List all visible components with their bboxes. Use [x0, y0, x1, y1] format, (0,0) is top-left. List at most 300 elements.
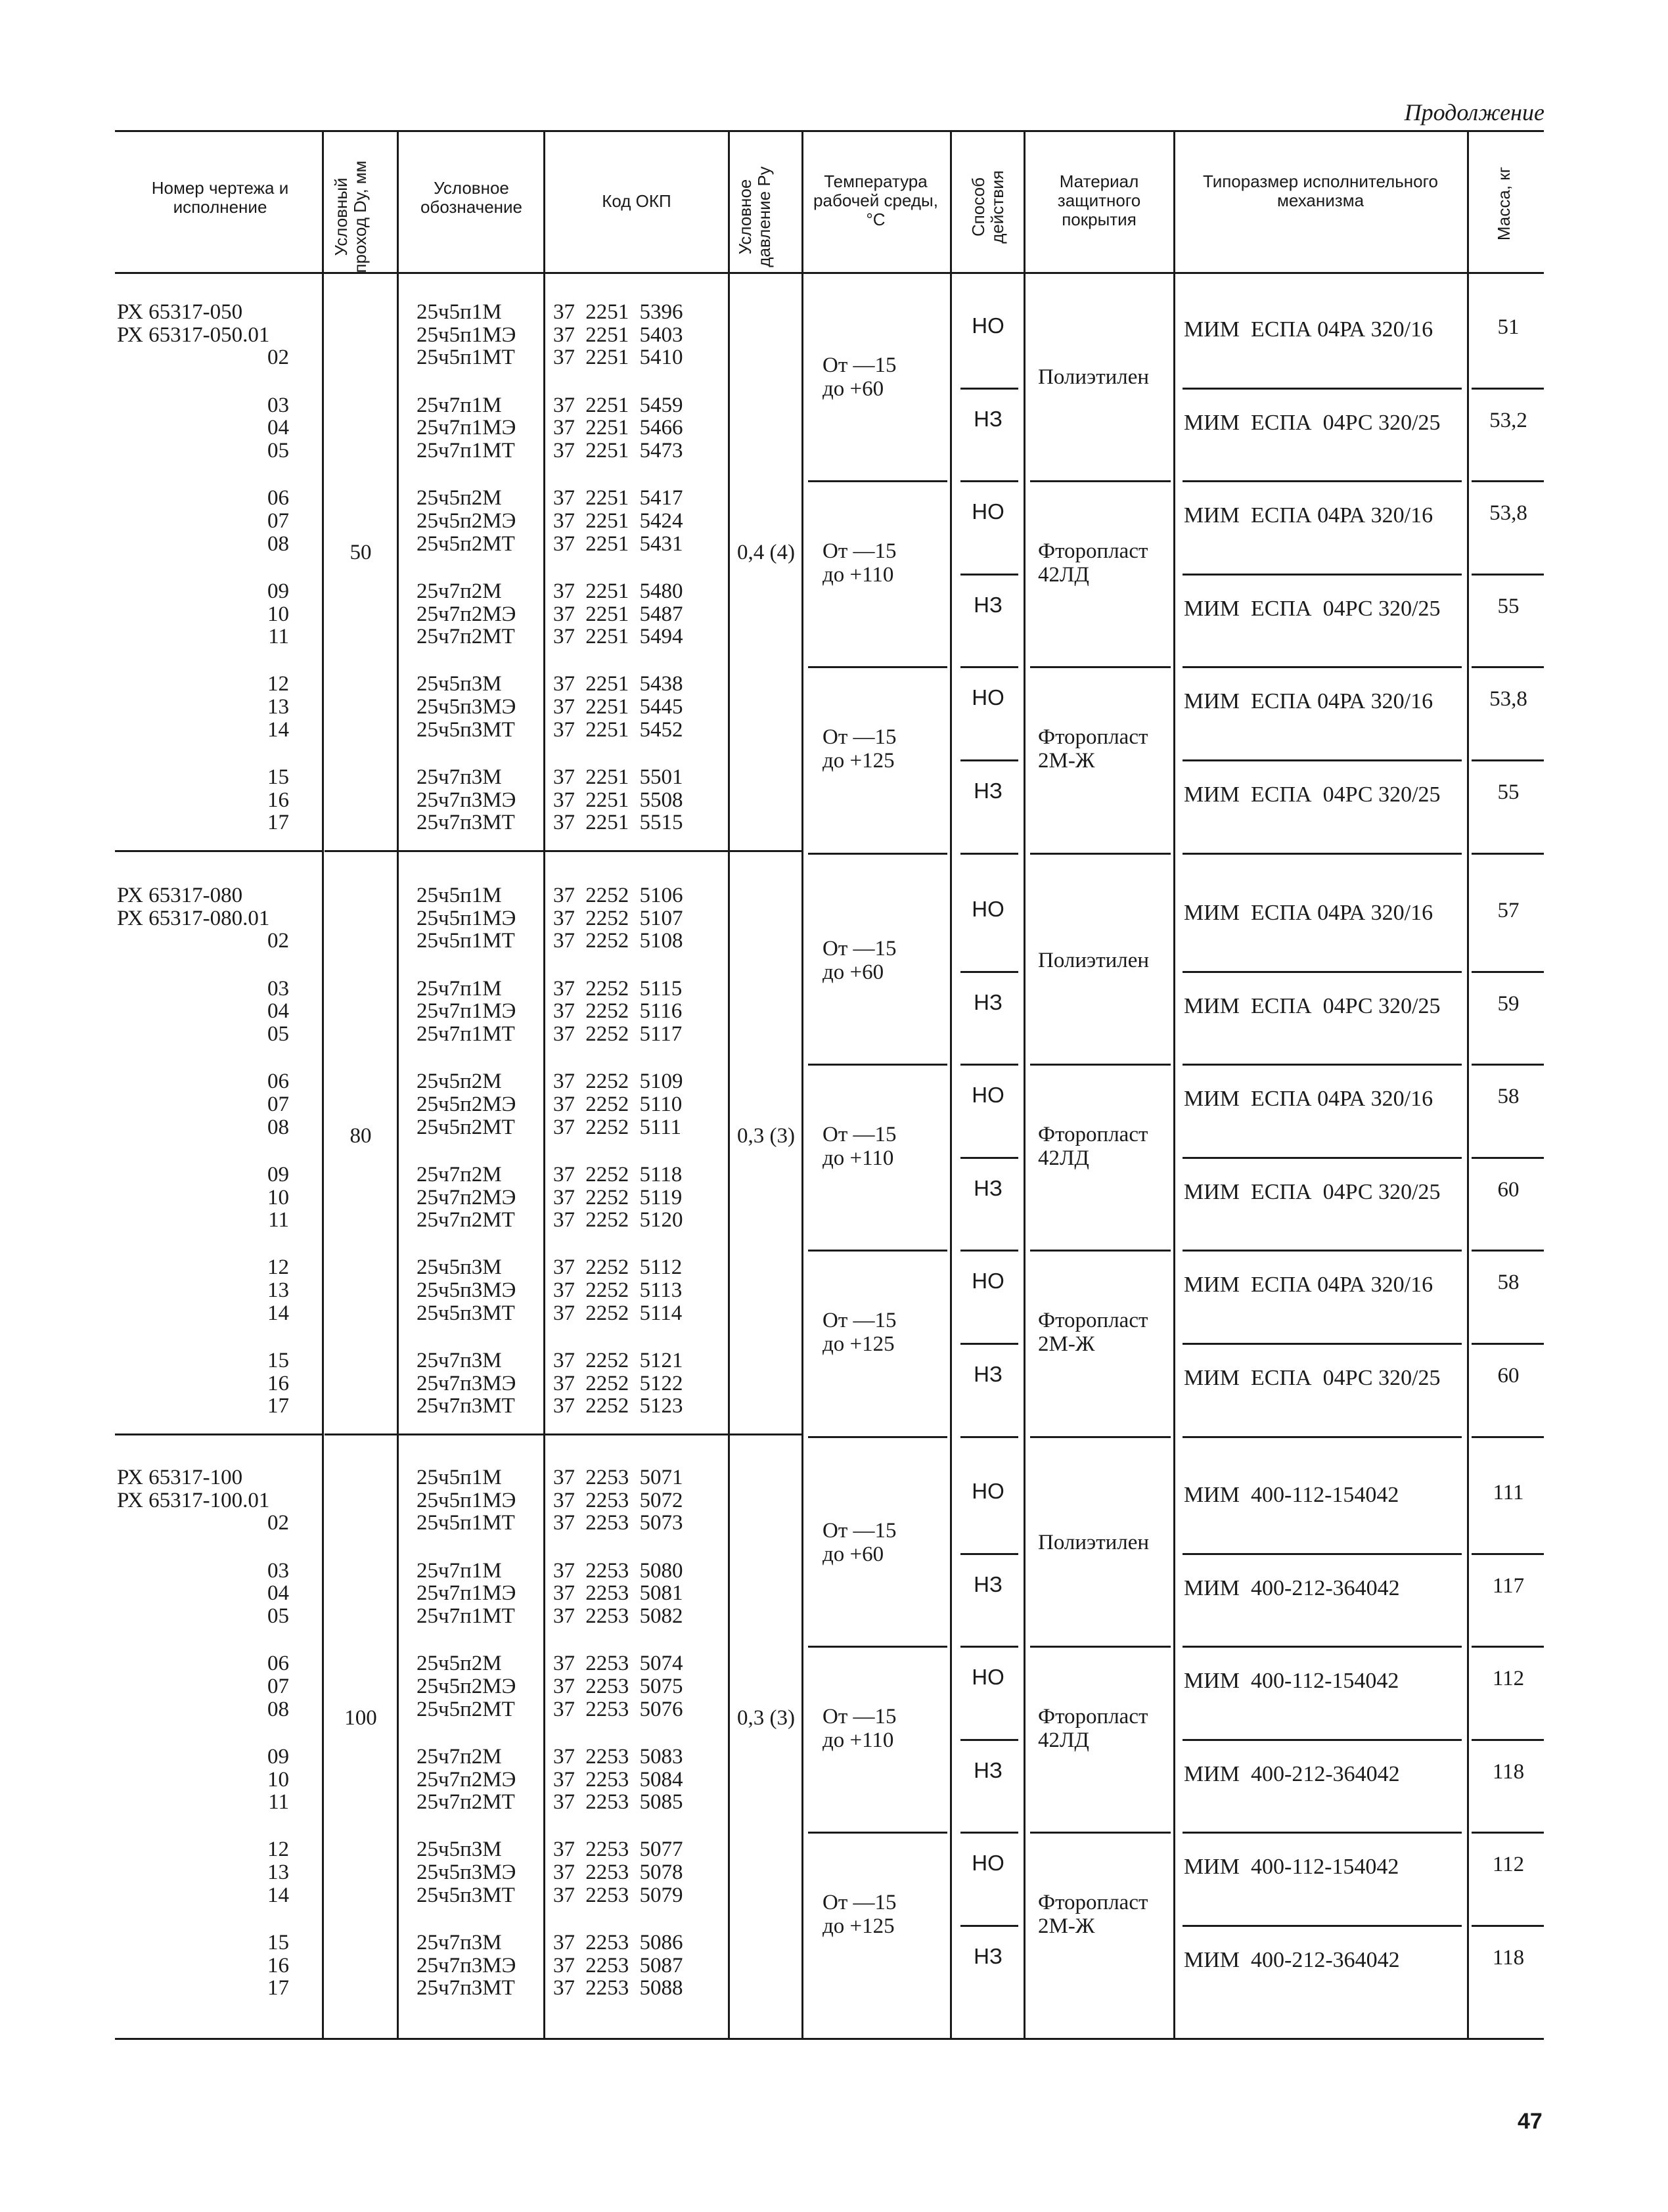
drawing-number: 06	[267, 1070, 289, 1094]
action-separator	[960, 666, 1018, 668]
drawing-number: 10	[267, 602, 289, 626]
mass-value: 111	[1493, 1481, 1524, 1504]
okp-code: 37 2252 5114	[553, 1301, 683, 1325]
section-separator-okp	[545, 850, 728, 852]
action-type: НО	[972, 1269, 1004, 1294]
drawing-number: 15	[267, 1349, 289, 1372]
drawing-number: РХ 65317-050	[117, 300, 243, 324]
mass-value: 118	[1492, 1759, 1525, 1784]
mass-value: 60	[1497, 1364, 1520, 1388]
actuator-separator	[1183, 853, 1462, 855]
actuator-model: МИМ ЕСПА 04РС 320/25	[1184, 1179, 1441, 1204]
designation: 25ч7п2МТ	[417, 625, 515, 649]
actuator-separator	[1183, 1436, 1462, 1438]
okp-code: 37 2251 5431	[553, 531, 683, 556]
drawing-number: 16	[267, 788, 289, 812]
material-separator	[1030, 1436, 1171, 1438]
drawing-number: 13	[267, 695, 289, 719]
actuator-model: МИМ ЕСПА 04РА 320/16	[1184, 317, 1433, 342]
header-temperature: Температура рабочей среды, °С	[813, 171, 938, 229]
section-separator-dn	[325, 1433, 397, 1435]
drawing-number: 09	[267, 1162, 289, 1186]
action-type: НЗ	[974, 779, 1003, 803]
action-separator	[960, 759, 1018, 761]
designation: 25ч5п3МЭ	[417, 695, 516, 719]
okp-code: 37 2251 5438	[553, 672, 683, 696]
section-separator-okp	[545, 1433, 728, 1435]
designation: 25ч5п1МТ	[417, 346, 515, 370]
mass-separator	[1472, 1064, 1544, 1066]
header-designation: Условное обозначение	[420, 178, 523, 217]
temperature-range: От —15 до +125	[823, 1309, 897, 1357]
okp-code: 37 2252 5118	[553, 1162, 683, 1186]
page-number: 47	[1518, 2109, 1543, 2134]
drawing-number: 14	[267, 717, 289, 742]
temperature-separator	[808, 1646, 947, 1648]
actuator-model: МИМ ЕСПА 04РС 320/25	[1184, 782, 1441, 807]
okp-code: 37 2252 5122	[553, 1371, 683, 1395]
temperature-separator	[808, 1250, 947, 1252]
designation: 25ч5п2МТ	[417, 531, 515, 556]
temperature-separator	[808, 1832, 947, 1834]
actuator-separator	[1183, 574, 1462, 576]
designation: 25ч7п3М	[417, 765, 502, 789]
designation: 25ч5п2М	[417, 1652, 502, 1676]
temperature-separator	[808, 1064, 947, 1066]
mass-separator	[1472, 388, 1544, 390]
designation: 25ч7п1МТ	[417, 1022, 515, 1046]
drawing-number: 06	[267, 486, 289, 510]
drawing-number: 12	[267, 672, 289, 696]
designation: 25ч5п2МЭ	[417, 1092, 516, 1116]
header-bottom-rule	[115, 272, 1544, 274]
designation: 25ч7п3М	[417, 1931, 502, 1954]
okp-code: 37 2252 5107	[553, 906, 683, 930]
section-separator-designation	[399, 850, 543, 852]
drawing-number: 14	[267, 1301, 289, 1325]
drawing-number: 09	[267, 579, 289, 603]
okp-code: 37 2253 5088	[553, 1976, 683, 2000]
actuator-model: МИМ ЕСПА 04РС 320/25	[1184, 1366, 1441, 1390]
okp-code: 37 2252 5109	[553, 1070, 683, 1094]
action-separator	[960, 1064, 1018, 1066]
actuator-separator	[1183, 1343, 1462, 1345]
mass-separator	[1472, 1832, 1544, 1834]
designation: 25ч5п1М	[417, 1466, 502, 1489]
okp-code: 37 2251 5445	[553, 695, 683, 719]
actuator-model: МИМ 400-212-364042	[1184, 1761, 1400, 1786]
action-type: НО	[972, 1851, 1004, 1876]
drawing-number: 17	[267, 1394, 289, 1418]
action-separator	[960, 1250, 1018, 1252]
material-separator	[1030, 666, 1171, 668]
designation: 25ч5п2МТ	[417, 1115, 515, 1139]
action-type: НЗ	[974, 592, 1003, 617]
coating-material: Фторопласт 42ЛД	[1038, 539, 1148, 587]
mass-value: 55	[1497, 594, 1520, 618]
mass-value: 53,8	[1489, 687, 1527, 711]
designation: 25ч7п3МЭ	[417, 1953, 516, 1977]
drawing-number: 10	[267, 1185, 289, 1209]
section-separator-dn	[325, 850, 397, 852]
designation: 25ч5п3М	[417, 1838, 502, 1862]
material-separator	[1030, 1064, 1171, 1066]
okp-code: 37 2251 5452	[553, 717, 683, 742]
mass-separator	[1472, 853, 1544, 855]
table-top-rule	[115, 130, 1544, 132]
header-drawing: Номер чертежа и исполнение	[151, 178, 289, 217]
designation: 25ч7п1М	[417, 393, 502, 417]
okp-code: 37 2252 5111	[553, 1115, 682, 1139]
okp-code: 37 2252 5117	[553, 1022, 683, 1046]
actuator-model: МИМ ЕСПА 04РА 320/16	[1184, 901, 1433, 925]
temperature-range: От —15 до +110	[823, 539, 897, 587]
designation: 25ч7п1МТ	[417, 439, 515, 463]
header-dn: Условный проход Dу, мм	[331, 160, 370, 273]
okp-code: 37 2251 5403	[553, 323, 683, 347]
action-type: НО	[972, 1083, 1004, 1108]
okp-code: 37 2252 5113	[553, 1278, 683, 1303]
mass-value: 57	[1497, 899, 1520, 922]
okp-code: 37 2251 5396	[553, 300, 683, 324]
nominal-diameter: 50	[349, 540, 372, 564]
section-separator-pressure	[730, 850, 801, 852]
actuator-separator	[1183, 971, 1462, 973]
drawing-number: 10	[267, 1767, 289, 1792]
action-separator	[960, 480, 1018, 482]
okp-code: 37 2253 5077	[553, 1838, 683, 1862]
nominal-pressure: 0,3 (3)	[737, 1123, 795, 1148]
table-bottom-rule	[115, 2038, 1544, 2040]
action-type: НЗ	[974, 1571, 1003, 1596]
drawing-number: РХ 65317-080	[117, 884, 243, 907]
designation: 25ч5п3МТ	[417, 1301, 515, 1325]
action-separator	[960, 1343, 1018, 1345]
okp-code: 37 2252 5120	[553, 1208, 683, 1232]
mass-separator	[1472, 1343, 1544, 1345]
designation: 25ч7п2М	[417, 1744, 502, 1769]
mass-separator	[1472, 759, 1544, 761]
actuator-separator	[1183, 480, 1462, 482]
designation: 25ч5п1М	[417, 300, 502, 324]
okp-code: 37 2251 5501	[553, 765, 683, 789]
col-rule-2	[397, 130, 399, 2038]
okp-code: 37 2253 5081	[553, 1581, 683, 1606]
actuator-separator	[1183, 1739, 1462, 1741]
temperature-separator	[808, 666, 947, 668]
drawing-number: 08	[267, 1115, 289, 1139]
designation: 25ч7п2МЭ	[417, 1767, 516, 1792]
coating-material: Фторопласт 42ЛД	[1038, 1123, 1148, 1171]
action-separator	[960, 1436, 1018, 1438]
drawing-number: 05	[267, 1022, 289, 1046]
drawing-number: 07	[267, 1674, 289, 1698]
drawing-number: 12	[267, 1838, 289, 1862]
designation: 25ч7п2М	[417, 1162, 502, 1186]
action-type: НЗ	[974, 406, 1003, 431]
material-separator	[1030, 480, 1171, 482]
temperature-range: От —15 до +60	[823, 1519, 897, 1566]
coating-material: Фторопласт 42ЛД	[1038, 1705, 1148, 1753]
designation: 25ч5п1МТ	[417, 929, 515, 953]
mass-separator	[1472, 1925, 1544, 1927]
action-type: НО	[972, 1479, 1004, 1503]
drawing-number: РХ 65317-100.01	[117, 1488, 270, 1512]
header-mass: Масса, кг	[1494, 166, 1514, 241]
actuator-separator	[1183, 1553, 1462, 1555]
temperature-range: От —15 до +60	[823, 353, 897, 401]
mass-value: 51	[1497, 315, 1520, 339]
designation: 25ч5п1МТ	[417, 1511, 515, 1535]
drawing-number: 04	[267, 1581, 289, 1606]
designation: 25ч7п2М	[417, 579, 502, 603]
okp-code: 37 2251 5480	[553, 579, 683, 603]
action-separator	[960, 1553, 1018, 1555]
drawing-number: 11	[268, 1208, 289, 1232]
actuator-separator	[1183, 1925, 1462, 1927]
drawing-number: 15	[267, 765, 289, 789]
temperature-range: От —15 до +60	[823, 937, 897, 984]
okp-code: 37 2253 5078	[553, 1861, 683, 1885]
okp-code: 37 2253 5072	[553, 1488, 683, 1512]
header-okp: Код ОКП	[602, 191, 671, 211]
header-action: Способ действия	[968, 170, 1007, 244]
okp-code: 37 2251 5515	[553, 811, 683, 835]
drawing-number: 09	[267, 1744, 289, 1769]
okp-code: 37 2251 5417	[553, 486, 683, 510]
coating-material: Полиэтилен	[1038, 365, 1150, 389]
okp-code: 37 2253 5087	[553, 1953, 683, 1977]
drawing-number: РХ 65317-050.01	[117, 323, 270, 347]
temperature-separator	[808, 1436, 947, 1438]
drawing-number: 12	[267, 1255, 289, 1280]
action-type: НЗ	[974, 989, 1003, 1014]
okp-code: 37 2253 5083	[553, 1744, 683, 1769]
action-type: НЗ	[974, 1362, 1003, 1386]
okp-code: 37 2252 5106	[553, 884, 683, 907]
mass-value: 55	[1497, 780, 1520, 804]
section-separator-left	[115, 850, 322, 852]
actuator-model: МИМ 400-212-364042	[1184, 1575, 1400, 1600]
actuator-model: МИМ ЕСПА 04РА 320/16	[1184, 503, 1433, 528]
designation: 25ч7п1МЭ	[417, 1581, 516, 1606]
action-type: НО	[972, 313, 1004, 338]
okp-code: 37 2252 5116	[553, 999, 683, 1024]
nominal-pressure: 0,4 (4)	[737, 540, 795, 564]
action-separator	[960, 388, 1018, 390]
mass-separator	[1472, 971, 1544, 973]
okp-code: 37 2252 5121	[553, 1349, 683, 1372]
mass-separator	[1472, 574, 1544, 576]
action-type: НО	[972, 1665, 1004, 1690]
drawing-number: 04	[267, 999, 289, 1024]
drawing-number: 03	[267, 976, 289, 1001]
mass-separator	[1472, 1250, 1544, 1252]
actuator-model: МИМ ЕСПА 04РА 320/16	[1184, 1087, 1433, 1112]
actuator-model: МИМ ЕСПА 04РА 320/16	[1184, 689, 1433, 714]
designation: 25ч5п3МЭ	[417, 1861, 516, 1885]
drawing-number: 02	[267, 346, 289, 370]
header-pressure: Условное давление Pу	[735, 166, 774, 267]
header-actuator: Типоразмер исполнительного механизма	[1202, 171, 1439, 210]
actuator-separator	[1183, 1832, 1462, 1834]
actuator-separator	[1183, 1646, 1462, 1648]
designation: 25ч5п3МЭ	[417, 1278, 516, 1303]
action-separator	[960, 971, 1018, 973]
col-rule-1	[322, 130, 324, 2038]
nominal-diameter: 100	[344, 1705, 377, 1730]
mass-separator	[1472, 1739, 1544, 1741]
temperature-separator	[808, 853, 947, 855]
material-separator	[1030, 1646, 1171, 1648]
action-separator	[960, 853, 1018, 855]
col-rule-4	[728, 130, 730, 2038]
okp-code: 37 2252 5110	[553, 1092, 683, 1116]
designation: 25ч7п3М	[417, 1349, 502, 1372]
action-separator	[960, 574, 1018, 576]
okp-code: 37 2253 5073	[553, 1511, 683, 1535]
mass-separator	[1472, 1646, 1544, 1648]
mass-value: 117	[1492, 1573, 1525, 1598]
mass-value: 59	[1497, 991, 1520, 1016]
drawing-number: 05	[267, 1604, 289, 1628]
continuation-label: Продолжение	[1404, 99, 1544, 125]
mass-value: 118	[1492, 1946, 1525, 1970]
okp-code: 37 2251 5487	[553, 602, 683, 626]
actuator-model: МИМ ЕСПА 04РС 320/25	[1184, 410, 1441, 435]
drawing-number: 07	[267, 1092, 289, 1116]
mass-separator	[1472, 666, 1544, 668]
action-separator	[960, 1925, 1018, 1927]
okp-code: 37 2253 5085	[553, 1790, 683, 1815]
drawing-number: 14	[267, 1883, 289, 1907]
action-type: НЗ	[974, 1757, 1003, 1782]
okp-code: 37 2252 5112	[553, 1255, 683, 1280]
mass-separator	[1472, 480, 1544, 482]
drawing-number: 13	[267, 1861, 289, 1885]
material-separator	[1030, 1250, 1171, 1252]
action-type: НО	[972, 499, 1004, 524]
drawing-number: 04	[267, 416, 289, 440]
action-separator	[960, 1157, 1018, 1159]
designation: 25ч5п3М	[417, 672, 502, 696]
action-separator	[960, 1739, 1018, 1741]
coating-material: Фторопласт 2М-Ж	[1038, 725, 1148, 773]
action-type: НО	[972, 897, 1004, 921]
mass-separator	[1472, 1553, 1544, 1555]
mass-value: 112	[1492, 1667, 1525, 1691]
drawing-number: 15	[267, 1931, 289, 1954]
mass-value: 53,8	[1489, 501, 1527, 526]
drawing-number: РХ 65317-100	[117, 1466, 243, 1489]
drawing-number: 03	[267, 1558, 289, 1583]
okp-code: 37 2251 5410	[553, 346, 683, 370]
section-separator-designation	[399, 1433, 543, 1435]
designation: 25ч7п1МТ	[417, 1604, 515, 1628]
action-type: НЗ	[974, 1944, 1003, 1968]
designation: 25ч5п3М	[417, 1255, 502, 1280]
okp-code: 37 2253 5079	[553, 1883, 683, 1907]
mass-value: 112	[1492, 1853, 1525, 1877]
okp-code: 37 2251 5424	[553, 508, 683, 533]
section-separator-pressure	[730, 1433, 801, 1435]
drawing-number: 11	[268, 1790, 289, 1815]
designation: 25ч7п1М	[417, 976, 502, 1001]
temperature-range: От —15 до +125	[823, 725, 897, 773]
okp-code: 37 2253 5084	[553, 1767, 683, 1792]
designation: 25ч7п2МТ	[417, 1790, 515, 1815]
drawing-number: 11	[268, 625, 289, 649]
mass-value: 58	[1497, 1085, 1520, 1109]
mass-separator	[1472, 1436, 1544, 1438]
okp-code: 37 2253 5075	[553, 1674, 683, 1698]
drawing-number: 03	[267, 393, 289, 417]
drawing-number: 16	[267, 1953, 289, 1977]
actuator-separator	[1183, 1064, 1462, 1066]
coating-material: Фторопласт 2М-Ж	[1038, 1309, 1148, 1357]
nominal-pressure: 0,3 (3)	[737, 1705, 795, 1730]
designation: 25ч5п1МЭ	[417, 906, 516, 930]
col-rule-5	[801, 130, 803, 2038]
drawing-number: 08	[267, 1697, 289, 1721]
okp-code: 37 2253 5086	[553, 1931, 683, 1954]
designation: 25ч5п2М	[417, 486, 502, 510]
actuator-separator	[1183, 666, 1462, 668]
col-rule-3	[543, 130, 545, 2038]
actuator-separator	[1183, 1157, 1462, 1159]
okp-code: 37 2251 5473	[553, 439, 683, 463]
col-rule-8	[1173, 130, 1175, 2038]
actuator-model: МИМ 400-112-154042	[1184, 1855, 1399, 1880]
material-separator	[1030, 1832, 1171, 1834]
material-separator	[1030, 853, 1171, 855]
okp-code: 37 2252 5119	[553, 1185, 683, 1209]
action-type: НЗ	[974, 1175, 1003, 1200]
okp-code: 37 2253 5074	[553, 1652, 683, 1676]
coating-material: Фторопласт 2М-Ж	[1038, 1891, 1148, 1939]
designation: 25ч7п2МЭ	[417, 602, 516, 626]
drawing-number: 02	[267, 929, 289, 953]
designation: 25ч5п3МТ	[417, 717, 515, 742]
okp-code: 37 2251 5508	[553, 788, 683, 812]
okp-code: 37 2253 5080	[553, 1558, 683, 1583]
designation: 25ч5п2МЭ	[417, 508, 516, 533]
action-separator	[960, 1832, 1018, 1834]
actuator-model: МИМ 400-212-364042	[1184, 1948, 1400, 1972]
action-separator	[960, 1646, 1018, 1648]
coating-material: Полиэтилен	[1038, 1531, 1150, 1554]
drawing-number: 16	[267, 1371, 289, 1395]
mass-separator	[1472, 1157, 1544, 1159]
okp-code: 37 2251 5459	[553, 393, 683, 417]
designation: 25ч5п1М	[417, 884, 502, 907]
action-type: НО	[972, 685, 1004, 710]
okp-code: 37 2253 5076	[553, 1697, 683, 1721]
drawing-number: 07	[267, 508, 289, 533]
temperature-range: От —15 до +110	[823, 1705, 897, 1753]
okp-code: 37 2253 5071	[553, 1466, 683, 1489]
nominal-diameter: 80	[349, 1123, 372, 1148]
designation: 25ч7п1МЭ	[417, 416, 516, 440]
designation: 25ч5п2МТ	[417, 1697, 515, 1721]
designation: 25ч5п1МЭ	[417, 1488, 516, 1512]
designation: 25ч5п1МЭ	[417, 323, 516, 347]
designation: 25ч7п3МЭ	[417, 788, 516, 812]
actuator-separator	[1183, 388, 1462, 390]
drawing-number: 17	[267, 1976, 289, 2000]
coating-material: Полиэтилен	[1038, 949, 1150, 972]
section-separator-left	[115, 1433, 322, 1435]
